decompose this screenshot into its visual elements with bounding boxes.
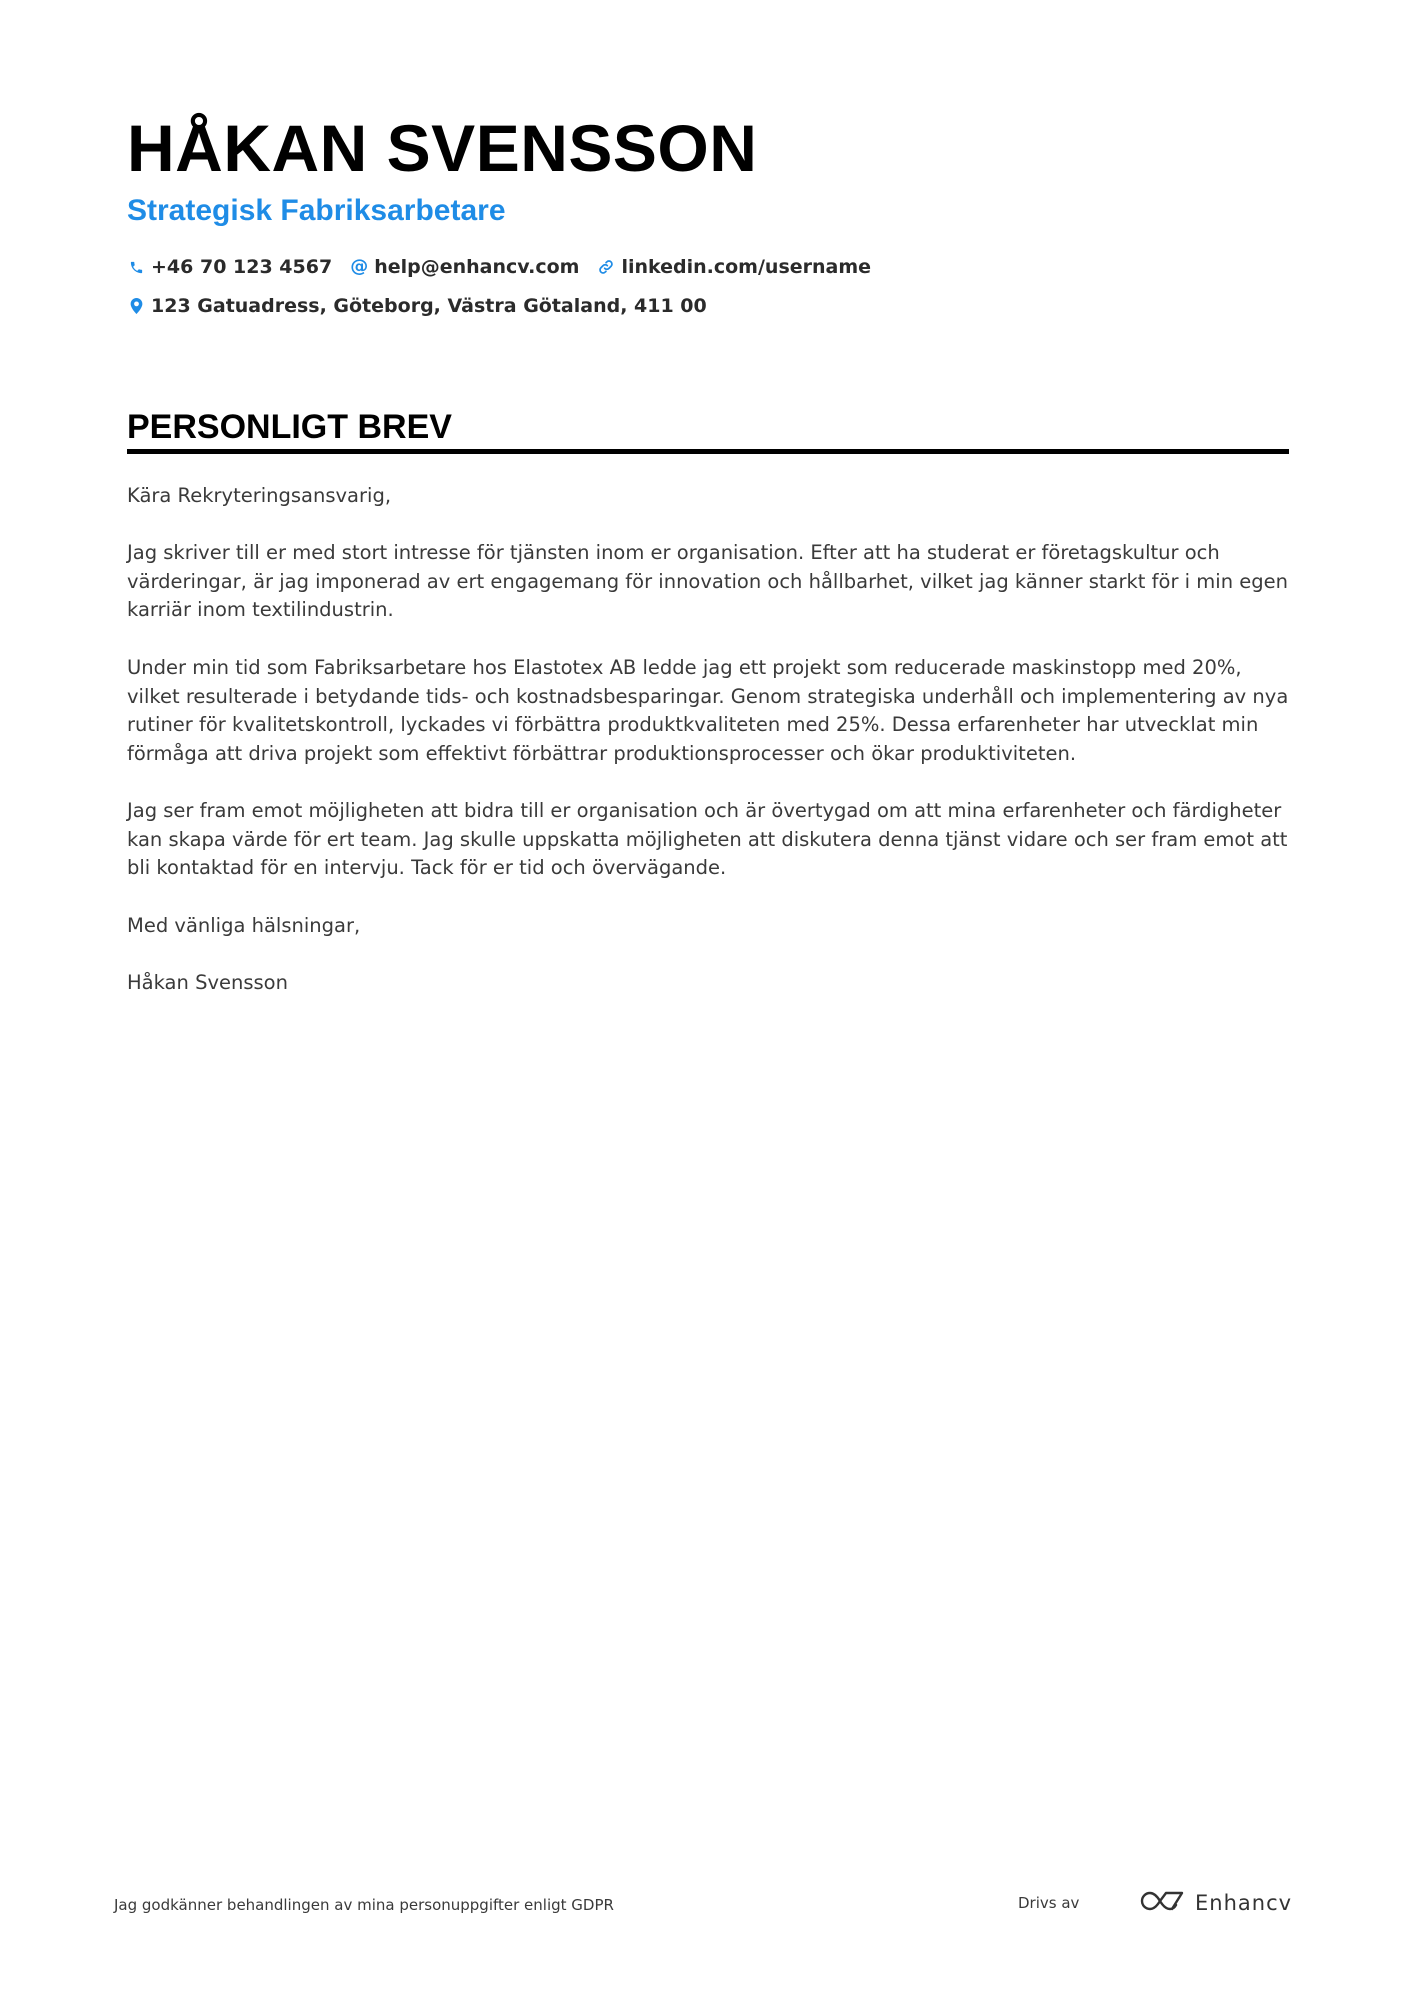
letter-paragraph: Under min tid som Fabriksarbetare hos Elastotex AB ledde jag ett projekt som reducerade maskinstopp med 20%, vilket resulterade i betydande tids- och kostnadsbesparingar. Genom strategiska underhåll och implementering av nya rutiner för kvalitetskontroll, lyckades vi förbättra produktkvaliteten med 25%. Dessa erfarenheter har utvecklat min förmåga att driva projekt som effektivt förbättrar produktionsprocesser och ökar produktiviteten. <box>127 656 1289 766</box>
powered-by-label: Drivs av <box>1018 1894 1080 1912</box>
contact-linkedin-text[interactable]: linkedin.com/username <box>621 256 872 278</box>
applicant-name: HÅKAN SVENSSON <box>127 111 758 185</box>
contact-address <box>127 295 707 317</box>
contact-linkedin[interactable] <box>597 256 871 278</box>
enhancv-logo[interactable] <box>1139 1888 1292 1918</box>
contact-row-address <box>127 293 725 319</box>
section-heading: PERSONLIGT BREV <box>127 408 452 446</box>
link-icon <box>597 258 615 276</box>
contact-email[interactable] <box>350 256 579 278</box>
phone-icon <box>127 258 145 276</box>
contact-row-primary <box>127 254 889 280</box>
section-divider <box>127 449 1289 454</box>
letter-closing: Med vänliga hälsningar, <box>127 914 361 937</box>
letter-signature: Håkan Svensson <box>127 971 288 994</box>
contact-address-text: 123 Gatuadress, Göteborg, Västra Götaland, 411 00 <box>151 295 707 317</box>
contact-email-text[interactable]: help@enhancv.com <box>374 256 580 278</box>
letter-paragraph: Jag ser fram emot möjligheten att bidra till er organisation och är övertygad om att mina erfarenheter och färdigheter kan skapa värde för ert team. Jag skulle uppskatta möjligheten att diskutera denna tjänst vidare och ser fram emot att bli kontaktad för en intervju. Tack för er tid och övervägande. <box>127 799 1288 880</box>
applicant-title: Strategisk Fabriksarbetare <box>127 194 506 227</box>
enhancv-logo-icon <box>1139 1889 1185 1917</box>
gdpr-consent-text: Jag godkänner behandlingen av mina personuppgifter enligt GDPR <box>114 1896 614 1914</box>
location-pin-icon <box>127 297 145 315</box>
contact-phone-text: +46 70 123 4567 <box>151 256 333 278</box>
at-icon: @ <box>350 256 369 277</box>
enhancv-logo-text: Enhancv <box>1195 1891 1293 1915</box>
letter-greeting: Kära Rekryteringsansvarig, <box>127 484 392 507</box>
contact-phone <box>127 256 332 278</box>
letter-paragraph: Jag skriver till er med stort intresse för tjänsten inom er organisation. Efter att ha studerat er företagskultur och värderingar, är jag imponerad av ert engagemang för innovation och hållbarhet, vilket jag känner starkt för i min egen karriär inom textilindustrin. <box>127 541 1288 622</box>
